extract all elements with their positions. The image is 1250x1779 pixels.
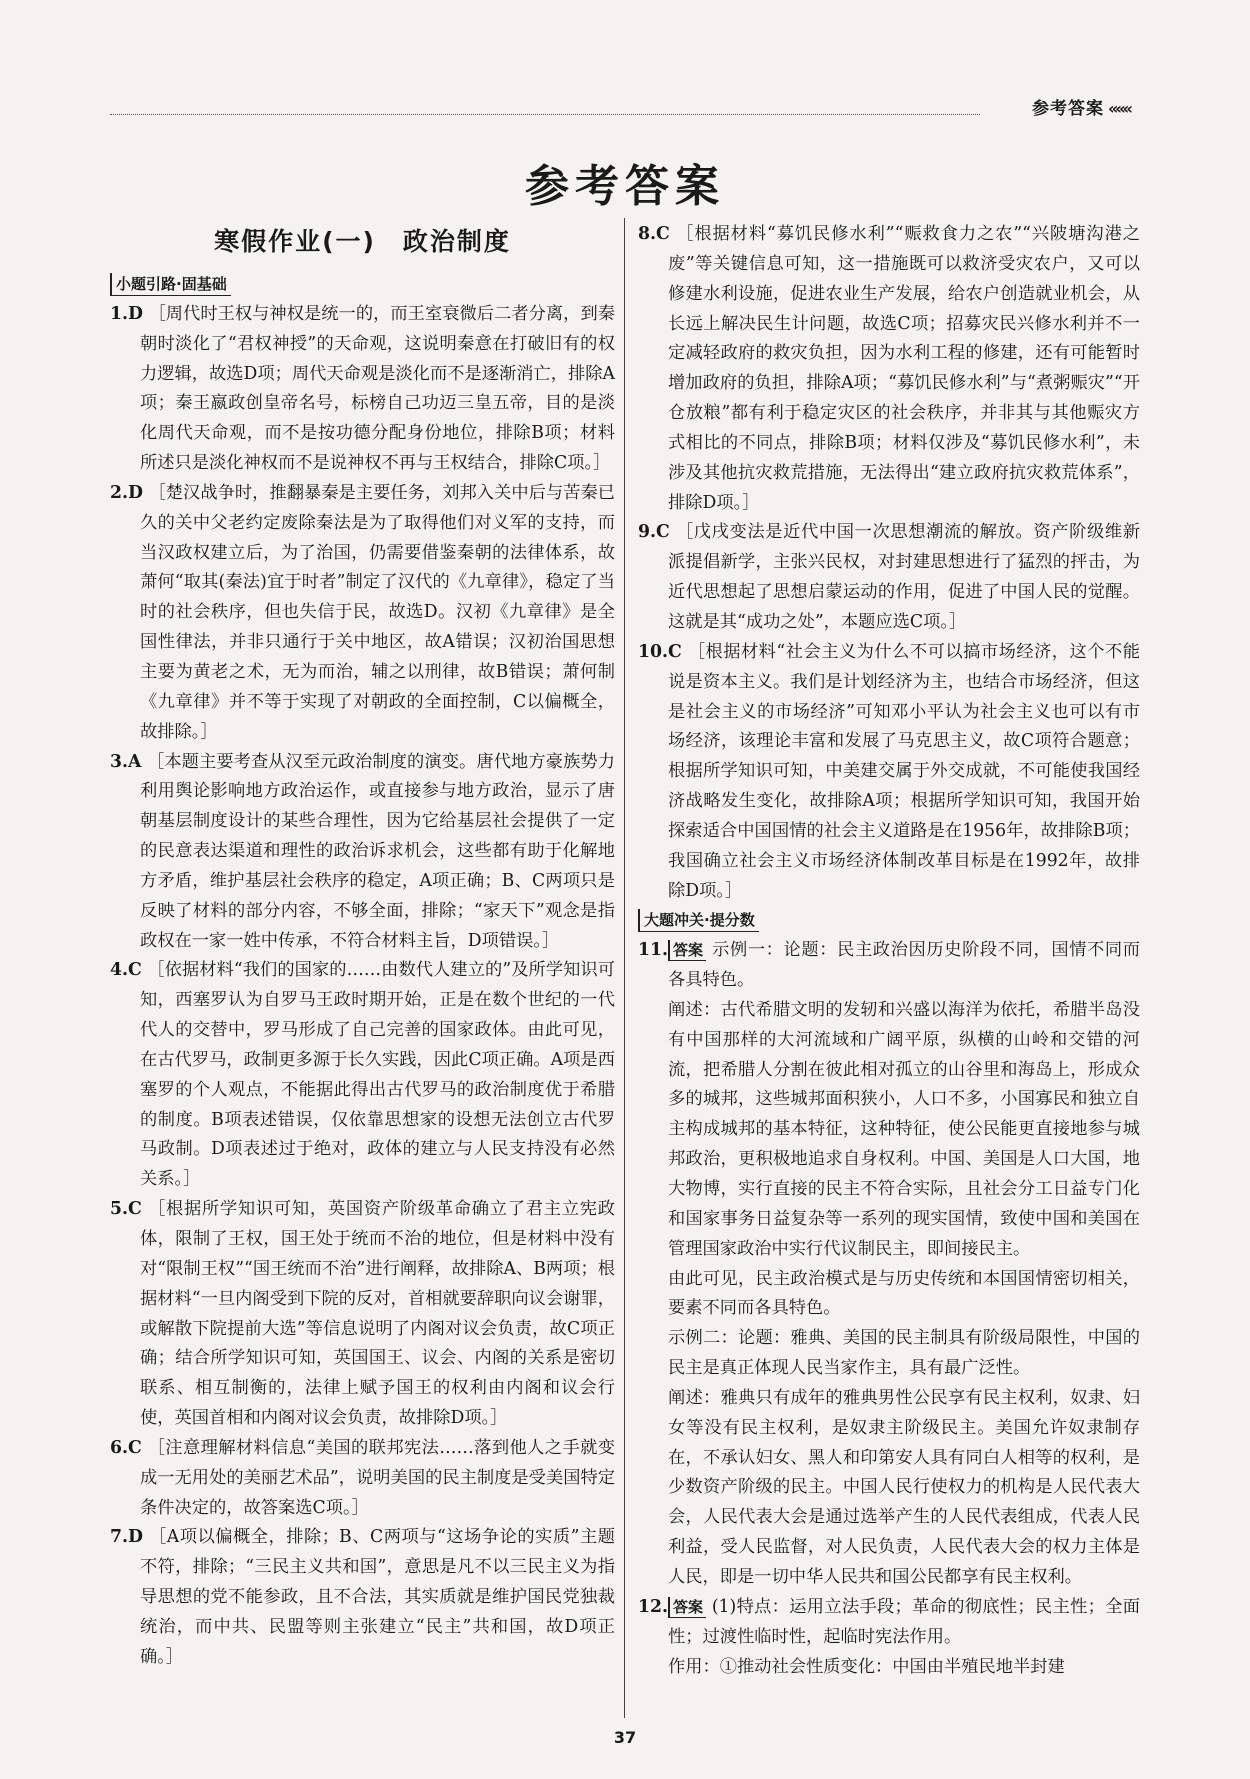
question-12-line-2: 作用：①推动社会性质变化：中国由半殖民地半封建 xyxy=(668,1656,1065,1677)
answer-text: ［根据材料“募饥民修水利”“赈救食力之农”“兴陂塘沟港之废”等关键信息可知，这一措施既可以救济受灾农户，又可以修建水利设施，促进农业生产发展，给农户创造就业机会，从长远上解决民生计问题，故选C项；招募灾民兴修水利并不一定减轻政府的救灾负担，因为水利工程的修建，还有可能暂时增加政府的负担，排除A项；“募饥民修水利”与“煮粥赈灾”“开仓放粮”都有利于稳定灾区的社会秩序，并非其与其他赈灾方式相比的不同点，排除B项；材料仅涉及“募饥民修水利”，未涉及其他抗灾救荒措施，无法得出“建立政府抗灾救荒体系”，排除D项。］ xyxy=(668,224,1140,513)
answer-text: ［周代时王权与神权是统一的，而王室衰微后二者分离，到秦朝时淡化了“君权神授”的天命观，这说明秦意在打破旧有的权力逻辑，故选D项；周代天命观是淡化而不是逐渐消亡，排除A项；秦王嬴政创皇帝名号，标榜自己功迈三皇五帝，目的是淡化周代天命观，而不是按功德分配身份地位，排除B项；材料所述只是淡化神权而不是说神权不再与王权结合，排除C项。］ xyxy=(140,303,615,474)
answer-text: ［楚汉战争时，推翻暴秦是主要任务，刘邦入关中后与苦秦已久的关中父老约定废除秦法是为了取得他们对义军的支持，而当汉政权建立后，为了治国，仍需要借鉴秦朝的法律体系，故萧何“取其(秦法)宜于时者”制定了汉代的《九章律》，稳定了当时的社会秩序，但也失信于民，故选D。汉初《九章律》是全国性律法，并非只通行于关中地区，故A错误；汉初治国思想主要为黄老之术，无为而治，辅之以刑律，故B错误；萧何制《九章律》并不等于实现了对朝政的全面控制，C以偏概全，故排除。］ xyxy=(140,482,615,742)
answer-number: 5.C xyxy=(110,1199,142,1220)
question-11-answer-tag: 答案 xyxy=(668,940,706,961)
answer-text: ［注意理解材料信息“美国的联邦宪法……落到他人之手就变成一无用处的美丽艺术品”，说明美国的民主制度是受美国特定条件决定的，故答案选C项。］ xyxy=(140,1437,615,1518)
answer-text: ［A项以偏概全，排除；B、C两项与“这场争论的实质”主题不符，排除；“三民主义共和国”，意思是凡不以三民主义为指导思想的党不能参政，且不合法，其实质就是维护国民党独裁统治，而中共、民盟等则主张建立“民主”共和国，故D项正确。］ xyxy=(140,1527,615,1667)
question-11-para-0: 示例一：论题：民主政治因历史阶段不同，国情不同而各具特色。 xyxy=(668,940,1140,991)
answer-item xyxy=(110,479,615,748)
answer-item xyxy=(110,300,615,479)
answer-item xyxy=(638,220,1140,518)
question-12-answer-tag: 答案 xyxy=(668,1597,706,1618)
left-items xyxy=(110,300,615,1673)
column-divider xyxy=(624,218,625,1718)
right-items xyxy=(638,220,1140,906)
question-11-para: 示例二：论题：雅典、美国的民主制具有阶级局限性，中国的民主是真正体现人民当家作主，具有最广泛性。 xyxy=(668,1328,1140,1379)
question-11-para: 阐述：雅典只有成年的雅典男性公民享有民主权利，奴隶、妇女等没有民主权利，是奴隶主阶级民主。美国允许奴隶制存在，不承认妇女、黑人和印第安人具有同白人相等的权利，是少数资产阶级的民主。中国人民行使权力的机构是人民代表大会，人民代表大会是通过选举产生的人民代表组成，代表人民利益，受人民监督，对人民负责，人民代表大会的权力主体是人民，即是一切中华人民共和国公民都享有民主权利。 xyxy=(668,1387,1140,1587)
page-number: 37 xyxy=(613,1728,637,1747)
question-11-para: 由此可见，民主政治模式是与历史传统和本国国情密切相关，要素不同而各具特色。 xyxy=(668,1268,1140,1319)
answer-text: ［本题主要考查从汉至元政治制度的演变。唐代地方豪族势力利用舆论影响地方政治运作，或直接参与地方政治，显示了唐朝基层制度设计的某些合理性，因为它给基层社会提供了一定的民意表达渠道和理性的政治诉求机会，这些都有助于化解地方矛盾，维护基层社会秩序的稳定，A项正确；B、C两项只是反映了材料的部分内容，不够全面，排除；“家天下”观念是指政权在一家一姓中传承，不符合材料主旨，D项错误。］ xyxy=(140,751,615,951)
question-12-line-1: (1)特点：运用立法手段；革命的彻底性；民主性；全面性；过渡性临时性，起临时宪法作用。 xyxy=(668,1596,1141,1647)
answer-text: ［依据材料“我们的国家的……由数代人建立的”及所学知识可知，西塞罗认为自罗马王政时期开始，正是在数个世纪的一代代人的交替中，罗马形成了自己完善的国家政体。由此可见，在古代罗马，政制更多源于长久实践，因此C项正确。A项是西塞罗的个人观点，不能据此得出古代罗马的政治制度优于希腊的制度。B项表述错误，仅依靠思想家的设想无法创立古代罗马政制。D项表述过于绝对，政体的建立与人民支持没有必然关系。］ xyxy=(140,960,616,1190)
answer-number: 3.A xyxy=(110,751,142,772)
answer-item xyxy=(110,956,615,1195)
answer-text: ［根据所学知识可知，英国资产阶级革命确立了君主立宪政体，限制了王权，国王处于统而不治的地位，但是材料中没有对“限制王权”“国王统而不治”进行阐释，故排除A、B两项；根据材料“一旦内阁受到下院的反对，首相就要辞职向议会谢罪，或解散下院提前大选”等信息说明了内阁对议会负责，故C项正确；结合所学知识可知，英国国王、议会、内阁的关系是密切联系、相互制衡的，法律上赋予国王的权利由内阁和议会行使，英国首相和内阁对议会负责，故排除D项。］ xyxy=(140,1199,615,1429)
answer-number: 8.C xyxy=(638,224,670,244)
answer-number: 6.C xyxy=(110,1437,142,1458)
answer-item xyxy=(638,638,1140,907)
question-12 xyxy=(638,1593,1140,1653)
answer-item xyxy=(110,1523,615,1672)
page-title: 参考答案 xyxy=(525,161,725,212)
answer-item xyxy=(110,748,615,957)
question-11 xyxy=(638,936,1140,996)
answer-text: ［戊戌变法是近代中国一次思想潮流的解放。资产阶级维新派提倡新学，主张兴民权，对封建思想进行了猛烈的抨击，为近代思想起了思想启蒙运动的作用，促进了中国人民的觉醒。这就是其“成功之处”，本题应选C项。］ xyxy=(668,522,1140,632)
part2-tag: 大题冲关·提分数 xyxy=(638,909,759,932)
answer-item xyxy=(110,1195,615,1434)
answer-text: ［根据材料“社会主义为什么不可以搞市场经济，这个不能说是资本主义。我们是计划经济为主，也结合市场经济，但这是社会主义的市场经济”可知邓小平认为社会主义也可以有市场经济，该理论丰富和发展了马克思主义，故C项符合题意；根据所学知识可知，中美建交属于外交成就，不可能使我国经济战略发生变化，故排除A项；根据所学知识可知，我国开始探索适合中国国情的社会主义道路是在1956年，故排除B项；我国确立社会主义市场经济体制改革目标是在1992年，故排除D项。］ xyxy=(668,641,1141,901)
left-column xyxy=(110,220,615,1673)
question-12-number: 12. xyxy=(638,1596,669,1617)
header-rule xyxy=(110,114,980,115)
right-column xyxy=(638,220,1140,1682)
answer-item xyxy=(110,1434,615,1524)
section-title: 寒假作业(一) 政治制度 xyxy=(214,227,511,256)
answer-number: 2.D xyxy=(110,482,143,503)
answer-number: 4.C xyxy=(110,960,142,981)
chevron-icon: ««« xyxy=(1107,99,1130,118)
question-11-number: 11. xyxy=(638,940,669,961)
header-label-text: 参考答案 xyxy=(1031,99,1104,119)
answer-number: 7.D xyxy=(110,1527,143,1548)
answer-number: 9.C xyxy=(638,522,670,543)
part1-tag: 小题引路·固基础 xyxy=(110,273,231,296)
answer-number: 1.D xyxy=(110,303,143,324)
question-11-para: 阐述：古代希腊文明的发轫和兴盛以海洋为依托，希腊半岛没有中国那样的大河流域和广阔平原，纵横的山岭和交错的河流，把希腊人分割在彼此相对孤立的山谷里和海岛上，形成众多的城邦，这些城邦面积狭小，人口不多，小国寡民和独立自主构成城邦的基本特征，这种特征，使公民能更直接地参与城邦政治，更积极地追求自身权利。中国、美国是人口大国，地大物博，实行直接的民主不符合实际，且社会分工日益专门化和国家事务日益复杂等一系列的现实国情，致使中国和美国在管理国家政治中实行代议制民主，即间接民主。 xyxy=(668,999,1140,1259)
page-header xyxy=(110,94,1130,120)
header-label xyxy=(1032,94,1130,119)
answer-number: 10.C xyxy=(638,641,682,662)
answer-item xyxy=(638,518,1140,637)
